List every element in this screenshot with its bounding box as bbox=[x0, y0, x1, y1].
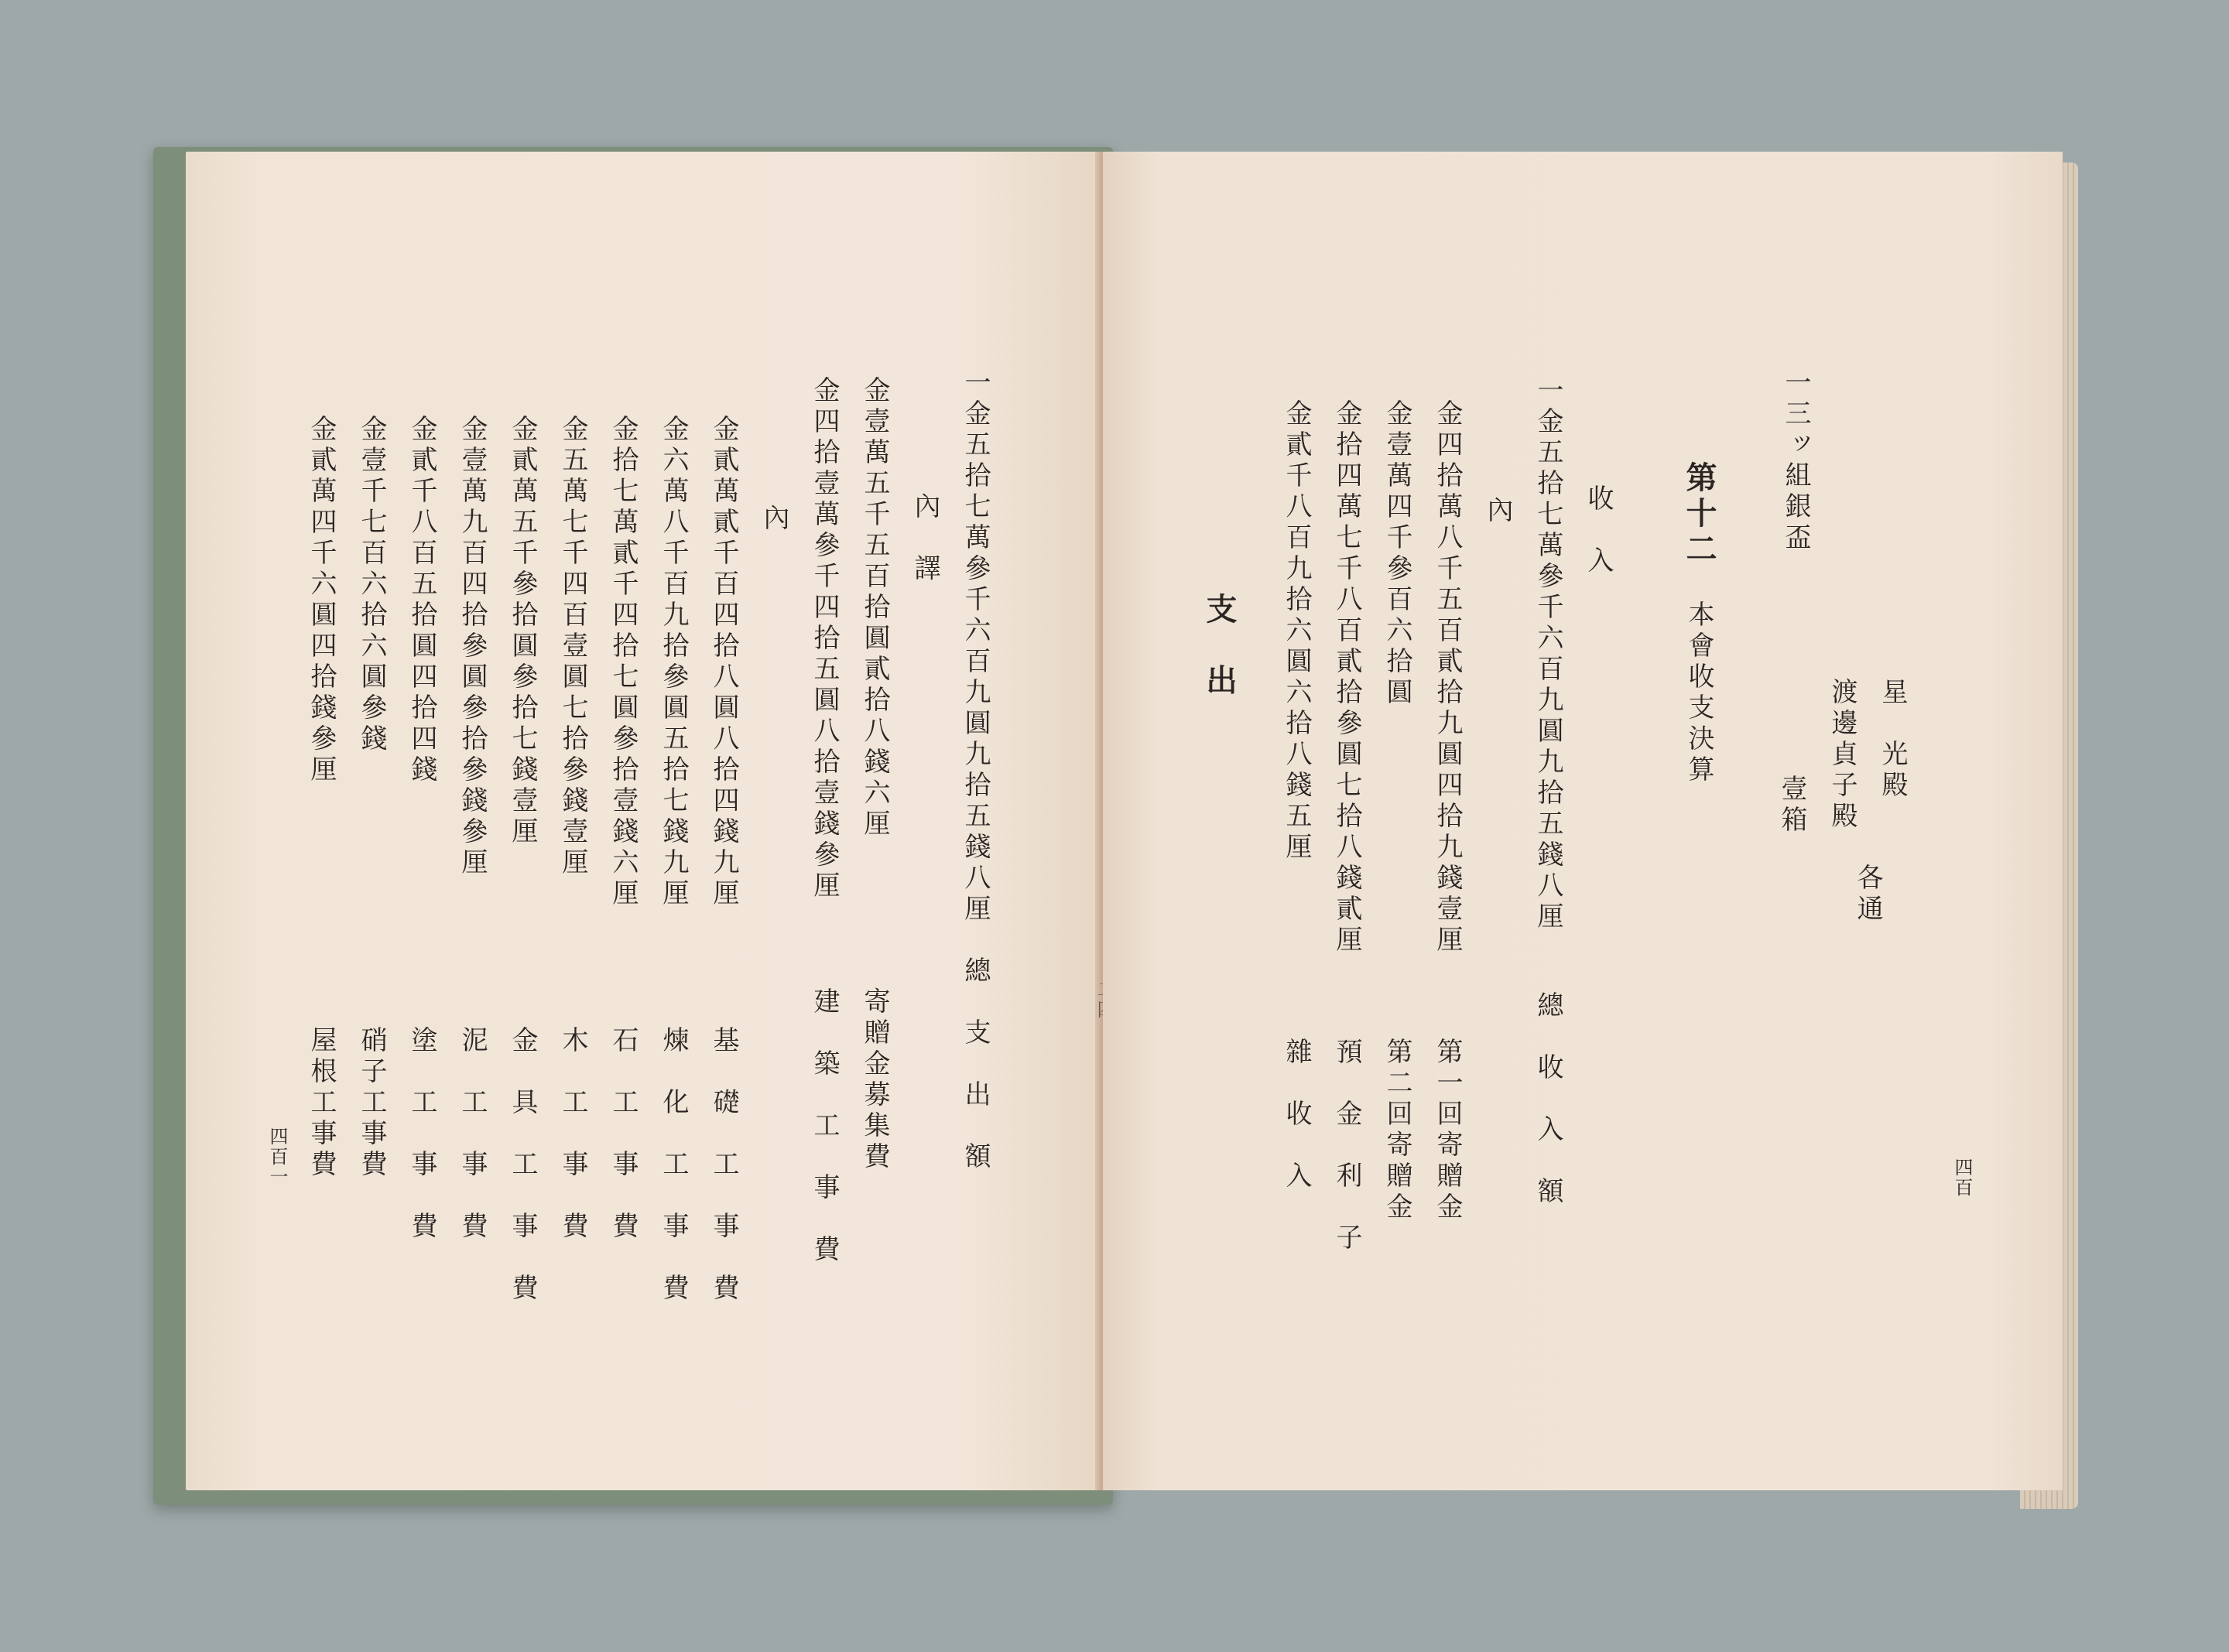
income-total-amount: 一金五拾七萬參千六百九圓九拾五錢八厘 bbox=[1532, 376, 1563, 933]
income-heading: 收 入 bbox=[1583, 484, 1614, 577]
item-label: 屋根工事費 bbox=[306, 1026, 337, 1181]
item-label: 泥 工 事 費 bbox=[457, 1026, 488, 1243]
item-amount: 金壹萬九百四拾參圓參拾參錢參厘 bbox=[457, 415, 488, 879]
item-label: 塗 工 事 費 bbox=[406, 1026, 437, 1243]
item-amount: 金貳萬四千六圓四拾錢參厘 bbox=[306, 415, 337, 786]
income-breakdown-heading: 內 bbox=[1482, 496, 1513, 527]
item-label: 基 礎 工 事 費 bbox=[708, 1026, 739, 1305]
section-number: 第十二 bbox=[1681, 461, 1717, 568]
section-title: 本會收支決算 bbox=[1683, 600, 1714, 786]
recipient-2: 渡邊貞子殿 bbox=[1827, 678, 1858, 833]
total-expense-amount: 一金五拾七萬參千六百九圓九拾五錢八厘 bbox=[960, 368, 991, 925]
income-item-amount: 金貳千八百九拾六圓六拾八錢五厘 bbox=[1281, 399, 1312, 864]
total-expense-label: 總 支 出 額 bbox=[960, 956, 991, 1173]
recipient-1: 星 光殿 bbox=[1877, 678, 1908, 802]
item-amount: 金壹千七百六拾六圓參錢 bbox=[356, 415, 387, 755]
sub-heading: 內 bbox=[758, 504, 789, 535]
donation-label: 寄贈金募集費 bbox=[859, 987, 890, 1173]
quantity: 壹箱 bbox=[1776, 775, 1807, 836]
item-amount: 金貳萬五千參拾圓參拾七錢壹厘 bbox=[507, 415, 538, 848]
income-item-amount: 金四拾萬八千五百貳拾九圓四拾九錢壹厘 bbox=[1432, 399, 1463, 956]
item-amount: 金拾七萬貳千四拾七圓參拾壹錢六厘 bbox=[608, 415, 639, 910]
construction-label: 建 築 工 事 費 bbox=[809, 987, 840, 1266]
each-label: 各通 bbox=[1852, 864, 1883, 925]
income-item-label: 雜 收 入 bbox=[1281, 1038, 1312, 1192]
item-label: 金 具 工 事 費 bbox=[507, 1026, 538, 1305]
income-item-amount: 金拾四萬七千八百貳拾參圓七拾八錢貳厘 bbox=[1331, 399, 1362, 956]
header-line: 一三ッ組銀盃 bbox=[1780, 368, 1811, 554]
item-label: 木 工 事 費 bbox=[557, 1026, 588, 1243]
item-label: 石 工 事 費 bbox=[608, 1026, 639, 1243]
item-amount: 金六萬八千百九拾參圓五拾七錢九厘 bbox=[658, 415, 689, 910]
income-total-label: 總 收 入 額 bbox=[1532, 991, 1563, 1208]
income-item-label: 第一回寄贈金 bbox=[1432, 1038, 1463, 1223]
expense-heading: 支 出 bbox=[1201, 593, 1238, 699]
donation-amount: 金壹萬五千五百拾圓貳拾八錢六厘 bbox=[859, 376, 890, 840]
left-page bbox=[186, 152, 1103, 1490]
page-number-right: 四百 bbox=[1951, 1158, 1973, 1198]
right-page bbox=[1103, 152, 2063, 1490]
income-item-amount: 金壹萬四千參百六拾圓 bbox=[1382, 399, 1412, 709]
breakdown-heading: 內 譯 bbox=[909, 492, 940, 585]
item-amount: 金貳萬貳千百四拾八圓八拾四錢九厘 bbox=[708, 415, 739, 910]
income-item-label: 預 金 利 子 bbox=[1331, 1038, 1362, 1254]
construction-amount: 金四拾壹萬參千四拾五圓八拾壹錢參厘 bbox=[809, 376, 840, 902]
item-amount: 金貳千八百五拾圓四拾四錢 bbox=[406, 415, 437, 786]
item-label: 煉 化 工 事 費 bbox=[658, 1026, 689, 1305]
income-item-label: 第二回寄贈金 bbox=[1382, 1038, 1412, 1223]
item-amount: 金五萬七千四百壹圓七拾參錢壹厘 bbox=[557, 415, 588, 879]
page-number-left: 四百一 bbox=[266, 1127, 288, 1187]
item-label: 硝子工事費 bbox=[356, 1026, 387, 1181]
